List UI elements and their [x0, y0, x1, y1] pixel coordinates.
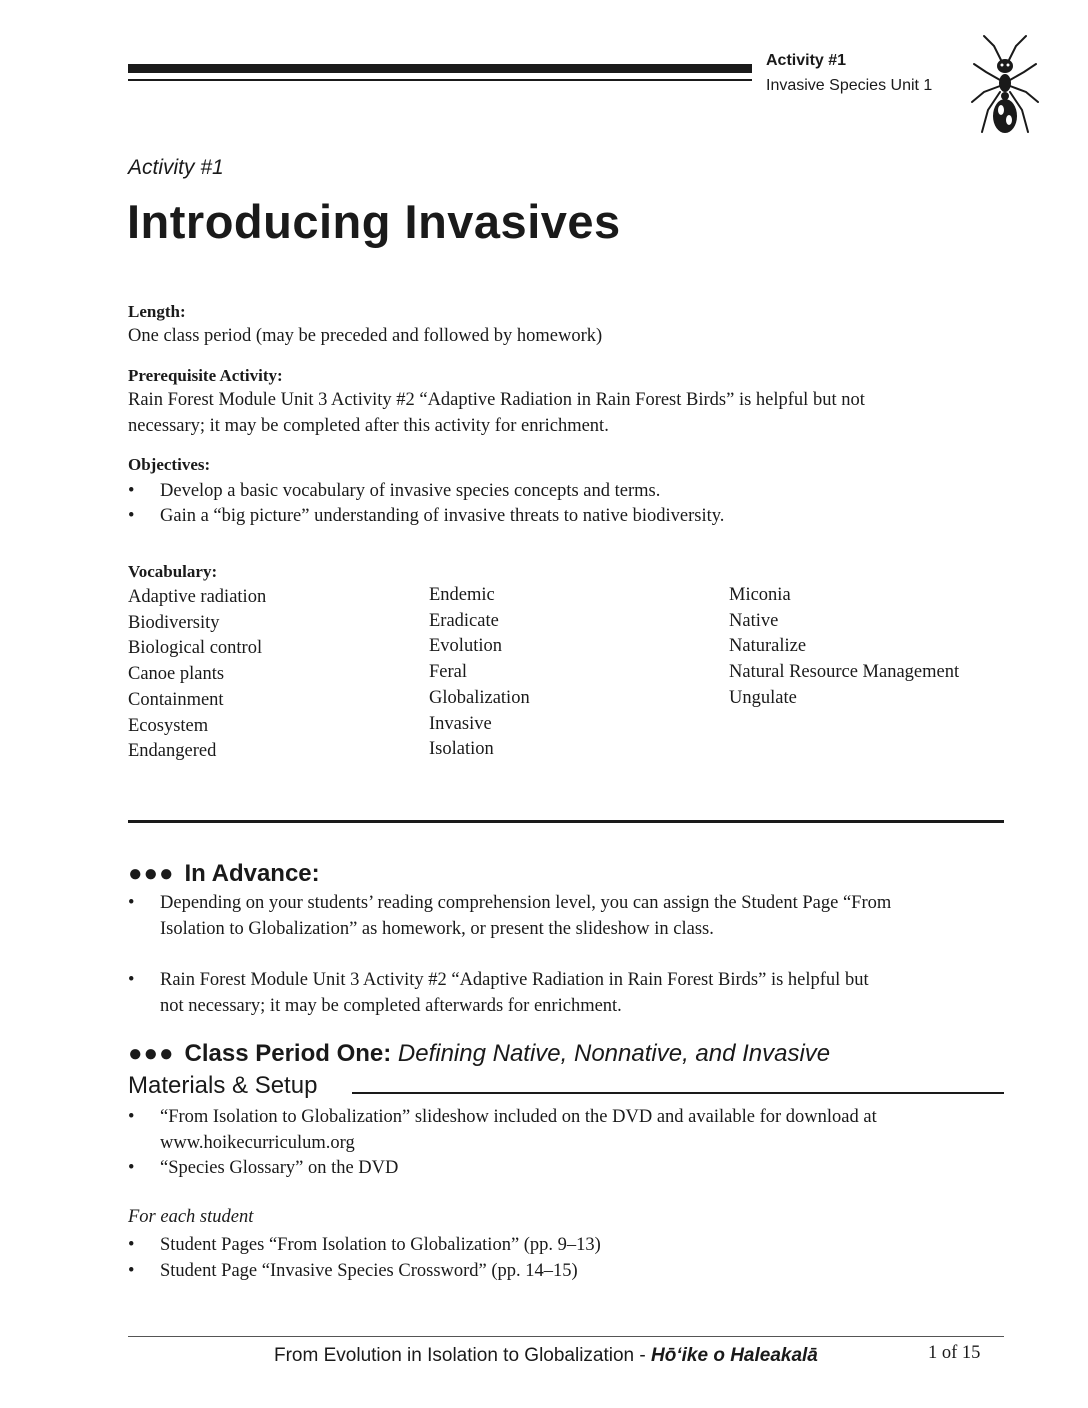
length-text: One class period (may be preceded and followed by homework) — [128, 326, 603, 346]
objectives-label: Objectives: — [128, 455, 211, 474]
in-advance-heading — [128, 860, 320, 888]
prerequisite-line-2: necessary; it may be completed after this activity for enrichment. — [128, 416, 609, 436]
bullet-icon: • — [128, 506, 135, 526]
class-period-subheading: Defining Native, Nonnative, and Invasive — [397, 1040, 831, 1067]
student-item-text: Student Pages “From Isolation to Globalization” (pp. 9–13) — [160, 1235, 601, 1255]
footer-text — [274, 1345, 818, 1367]
vocabulary-term: Invasive — [429, 713, 492, 734]
vocabulary-term: Globalization — [429, 687, 530, 708]
prerequisite-label: Prerequisite Activity: — [128, 366, 283, 385]
vocabulary-term: Evolution — [429, 636, 502, 657]
prerequisite-line-1: Rain Forest Module Unit 3 Activity #2 “Adaptive Radiation in Rain Forest Birds” is helpful but not — [128, 390, 865, 410]
in-advance-item — [128, 890, 1008, 942]
vocabulary-term: Adaptive radiation — [128, 587, 267, 607]
page-title: Introducing Invasives — [127, 195, 621, 248]
header-rule-thin — [128, 79, 752, 81]
heading-bullets-icon: ●●● — [128, 1040, 175, 1067]
ant-icon — [968, 28, 1042, 156]
materials-item — [128, 1104, 1008, 1156]
materials-rule — [352, 1092, 1004, 1094]
for-each-student-label: For each student — [128, 1207, 254, 1227]
materials-item-text: “Species Glossary” on the DVD — [160, 1158, 399, 1178]
in-advance-item-line: Rain Forest Module Unit 3 Activity #2 “Adaptive Radiation in Rain Forest Birds” is helpful but — [160, 970, 869, 990]
student-item — [128, 1232, 1008, 1258]
materials-item-line: www.hoikecurriculum.org — [160, 1133, 355, 1153]
vocabulary-term: Endemic — [429, 585, 495, 605]
vocabulary-term: Containment — [128, 689, 224, 710]
vocabulary-term: Feral — [429, 662, 468, 683]
class-period-heading — [128, 1040, 830, 1068]
in-advance-item — [128, 967, 1008, 1019]
activity-subtitle: Activity #1 — [128, 156, 224, 179]
vocabulary-column-1 — [128, 585, 266, 765]
in-advance-heading-text: In Advance: — [184, 860, 320, 887]
class-period-heading-text: Class Period One: — [184, 1040, 392, 1067]
bullet-icon: • — [128, 1107, 135, 1127]
vocabulary-column-2 — [429, 583, 530, 763]
bullet-icon: • — [128, 970, 135, 990]
objective-item — [128, 503, 928, 529]
vocabulary-term: Ecosystem — [128, 715, 209, 736]
bullet-icon: • — [128, 1158, 135, 1178]
materials-item-line: “From Isolation to Globalization” slideshow included on the DVD and available for download at — [160, 1107, 877, 1127]
student-item-text: Student Page “Invasive Species Crossword” (pp. 14–15) — [160, 1261, 578, 1281]
vocabulary-term: Isolation — [429, 739, 494, 760]
in-advance-item-line: Depending on your students’ reading comprehension level, you can assign the Student Page “From — [160, 893, 892, 913]
bullet-icon: • — [128, 1235, 135, 1255]
materials-heading: Materials & Setup — [128, 1072, 318, 1099]
vocabulary-term: Naturalize — [729, 636, 807, 657]
vocabulary-term: Canoe plants — [128, 664, 225, 685]
objective-item — [128, 478, 928, 504]
bullet-icon: • — [128, 1261, 135, 1281]
footer-title: From Evolution in Isolation to Globalization - — [274, 1345, 646, 1366]
vocabulary-column-3 — [729, 583, 959, 712]
section-divider — [128, 820, 1004, 823]
vocabulary-term: Endangered — [128, 741, 217, 762]
vocabulary-term: Biodiversity — [128, 612, 220, 633]
header-unit-label: Invasive Species Unit 1 — [766, 77, 933, 94]
vocabulary-term: Ungulate — [729, 687, 797, 708]
objective-text: Develop a basic vocabulary of invasive species concepts and terms. — [160, 481, 661, 501]
vocabulary-term: Miconia — [729, 585, 791, 605]
vocabulary-term: Eradicate — [429, 610, 499, 631]
header-rule-thick — [128, 64, 752, 73]
student-item — [128, 1258, 1008, 1284]
length-label: Length: — [128, 302, 186, 321]
vocabulary-label: Vocabulary: — [128, 562, 218, 581]
heading-bullets-icon: ●●● — [128, 860, 175, 887]
vocabulary-term: Natural Resource Management — [729, 662, 960, 683]
page-number: 1 of 15 — [928, 1343, 981, 1363]
bullet-icon: • — [128, 893, 135, 913]
footer-brand: Hō‘ike o Haleakalā — [651, 1345, 818, 1366]
in-advance-item-line: not necessary; it may be completed afterwards for enrichment. — [160, 996, 622, 1016]
header-activity-label: Activity #1 — [766, 52, 847, 69]
vocabulary-term: Biological control — [128, 638, 263, 659]
vocabulary-term: Native — [729, 610, 779, 631]
footer-rule — [128, 1336, 1004, 1337]
in-advance-item-line: Isolation to Globalization” as homework, or present the slideshow in class. — [160, 919, 714, 939]
materials-item — [128, 1155, 1008, 1181]
bullet-icon: • — [128, 481, 135, 501]
objective-text: Gain a “big picture” understanding of invasive threats to native biodiversity. — [160, 506, 725, 526]
